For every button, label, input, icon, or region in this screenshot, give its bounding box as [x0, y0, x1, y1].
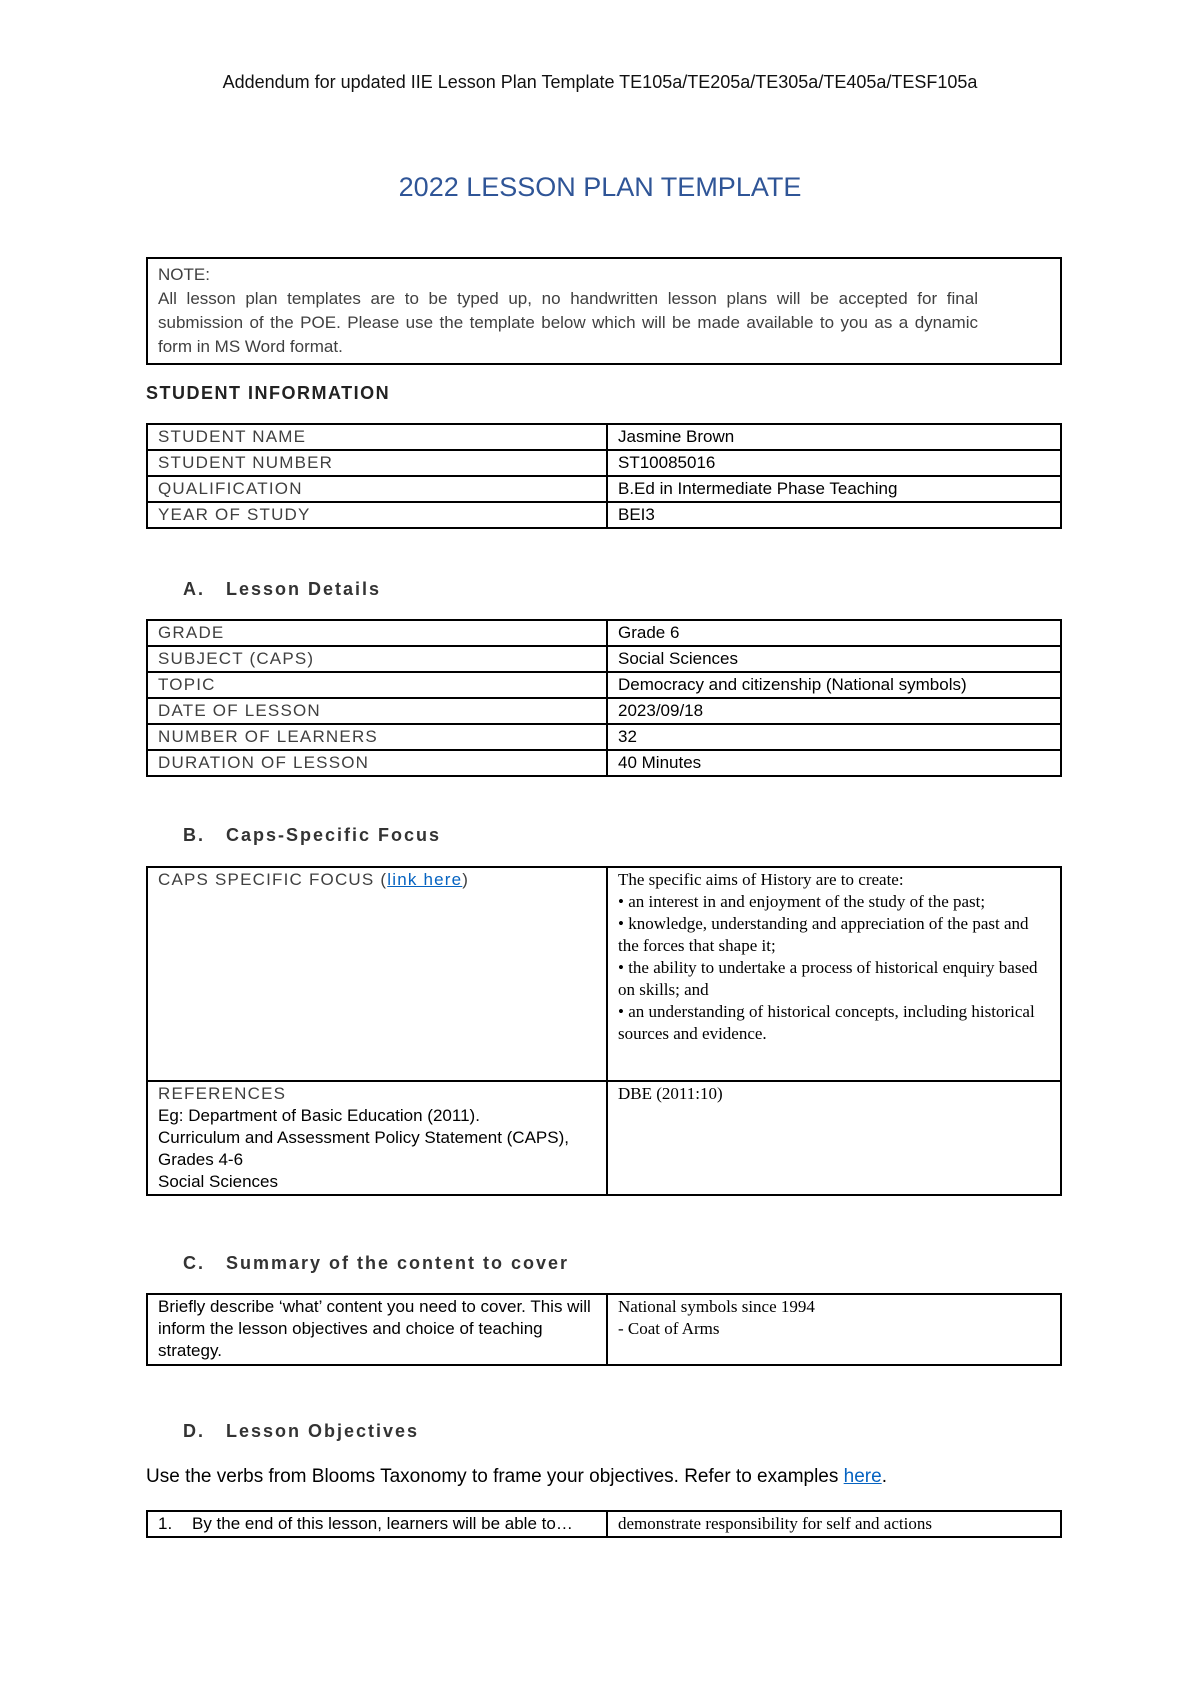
aims-line: • knowledge, understanding and appreciation of the past and the forces that shape it; — [618, 914, 1029, 955]
lesson-details-table — [146, 619, 1062, 777]
table-row — [147, 750, 1061, 776]
table-row — [147, 424, 1061, 450]
learners-value: 32 — [607, 724, 1061, 750]
subject-value: Social Sciences — [607, 646, 1061, 672]
row-label: SUBJECT (CAPS) — [147, 646, 607, 672]
summary-table — [146, 1293, 1062, 1366]
row-label: GRADE — [147, 620, 607, 646]
table-row — [147, 724, 1061, 750]
row-label: DATE OF LESSON — [147, 698, 607, 724]
table-row — [147, 620, 1061, 646]
topic-value: Democracy and citizenship (National symbols) — [607, 672, 1061, 698]
year-of-study-value: BEI3 — [607, 502, 1061, 528]
table-row — [147, 1081, 1061, 1195]
table-row — [147, 1294, 1061, 1365]
table-row — [147, 502, 1061, 528]
student-name-value: Jasmine Brown — [607, 424, 1061, 450]
row-label: STUDENT NUMBER — [147, 450, 607, 476]
page-header: Addendum for updated IIE Lesson Plan Template TE105a/TE205a/TE305a/TE405a/TESF105a — [222, 72, 978, 92]
lesson-details-heading: A. Lesson Details — [183, 579, 382, 599]
summary-heading: C. Summary of the content to cover — [183, 1253, 570, 1273]
caps-aims — [607, 867, 1061, 1081]
references-label: REFERENCES — [158, 1084, 287, 1103]
references-line: Curriculum and Assessment Policy Statement (CAPS), Grades 4-6 — [158, 1128, 569, 1169]
student-info-table — [146, 423, 1062, 529]
student-info-heading: STUDENT INFORMATION — [146, 383, 391, 403]
row-label: QUALIFICATION — [147, 476, 607, 502]
objective-value: demonstrate responsibility for self and actions — [607, 1511, 1061, 1537]
note-box — [146, 257, 1062, 365]
table-row — [147, 450, 1061, 476]
references-line: Eg: Department of Basic Education (2011). — [158, 1106, 480, 1125]
caps-focus-heading: B. Caps-Specific Focus — [183, 825, 442, 845]
qualification-value: B.Ed in Intermediate Phase Teaching — [607, 476, 1061, 502]
summary-line: - Coat of Arms — [618, 1319, 720, 1338]
grade-value: Grade 6 — [607, 620, 1061, 646]
student-number-value: ST10085016 — [607, 450, 1061, 476]
references-value: DBE (2011:10) — [607, 1081, 1061, 1195]
row-label: NUMBER OF LEARNERS — [147, 724, 607, 750]
summary-prompt: Briefly describe ‘what’ content you need to cover. This will inform the lesson objectives and choice of teaching strategy. — [147, 1294, 607, 1365]
duration-value: 40 Minutes — [607, 750, 1061, 776]
caps-focus-label: CAPS SPECIFIC FOCUS (link here) — [147, 867, 607, 1081]
summary-content — [607, 1294, 1061, 1365]
table-row — [147, 476, 1061, 502]
row-label: TOPIC — [147, 672, 607, 698]
date-value: 2023/09/18 — [607, 698, 1061, 724]
examples-link[interactable]: here — [843, 1466, 882, 1487]
row-label: STUDENT NAME — [147, 424, 607, 450]
table-row — [147, 672, 1061, 698]
row-label: DURATION OF LESSON — [147, 750, 607, 776]
note-text: All lesson plan templates are to be typed up, no handwritten lesson plans will be accepted for final submission of the POE. Please use the template below which will be made available to you as a dynamic form in MS Word format. — [158, 289, 978, 356]
table-row — [147, 698, 1061, 724]
summary-line: National symbols since 1994 — [618, 1297, 815, 1316]
objectives-table — [146, 1510, 1062, 1538]
aims-line: • an interest in and enjoyment of the study of the past; — [618, 892, 986, 911]
table-row — [147, 646, 1061, 672]
objectives-instruction: Use the verbs from Blooms Taxonomy to frame your objectives. Refer to examples here. — [146, 1466, 887, 1487]
objective-number: 1. — [158, 1514, 173, 1533]
objective-prompt — [147, 1511, 607, 1537]
aims-line: The specific aims of History are to create: — [618, 870, 904, 889]
table-row — [147, 867, 1061, 1081]
note-tag: NOTE: — [158, 265, 210, 284]
page-title: 2022 LESSON PLAN TEMPLATE — [398, 172, 802, 202]
objective-prompt-text: By the end of this lesson, learners will be able to… — [192, 1514, 573, 1533]
caps-focus-table — [146, 866, 1062, 1196]
caps-link[interactable]: link here — [387, 870, 463, 889]
row-label: YEAR OF STUDY — [147, 502, 607, 528]
objectives-heading: D. Lesson Objectives — [183, 1421, 420, 1441]
aims-line: • an understanding of historical concepts, including historical sources and evidence. — [618, 1002, 1035, 1043]
aims-line: • the ability to undertake a process of historical enquiry based on skills; and — [618, 958, 1038, 999]
table-row — [147, 1511, 1061, 1537]
references-cell — [147, 1081, 607, 1195]
references-line: Social Sciences — [158, 1172, 279, 1191]
